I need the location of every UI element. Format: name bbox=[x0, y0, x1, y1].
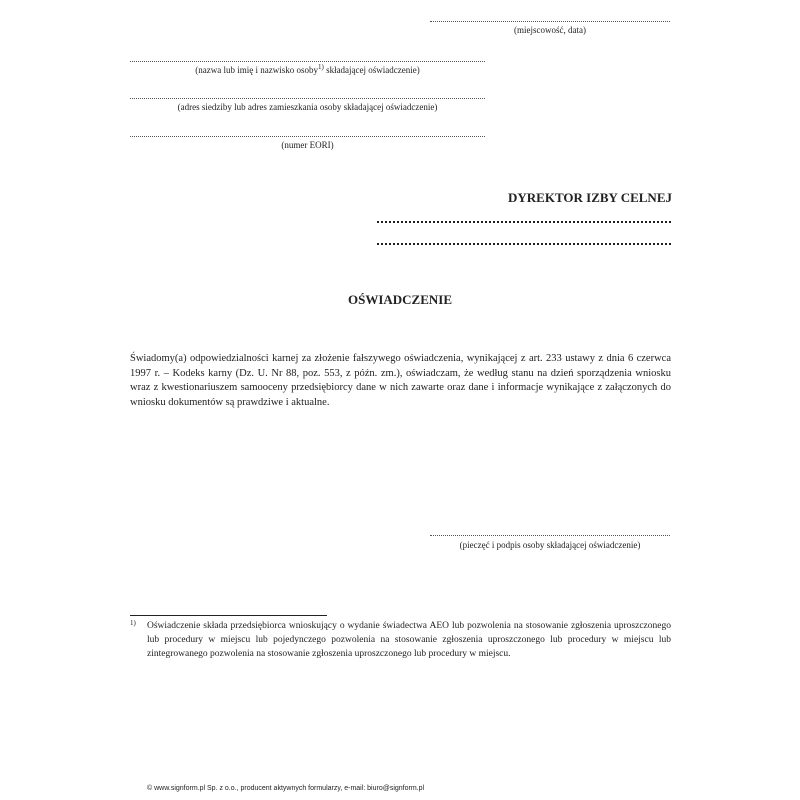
addressee-title: DYREKTOR IZBY CELNEJ bbox=[508, 190, 672, 205]
document-title: OŚWIADCZENIE bbox=[347, 292, 453, 307]
signature-line[interactable] bbox=[430, 535, 670, 536]
footnote-text: Oświadczenie składa przedsiębiorca wnioskujący o wydanie świadectwa AEO lub pozwolenia na stosowanie zgłoszenia uproszczonego lub procedury w miejscu lub pojedynczego pozwolenia na stosowanie zgłoszenia uproszczonego lub procedury w miejscu lub zintegrowanego pozwolenia na stosowanie zgłoszenia uproszczonego lub procedury w miejscu. bbox=[147, 621, 671, 659]
eori-caption: (numer EORI) bbox=[281, 140, 334, 150]
address-line[interactable] bbox=[130, 98, 485, 99]
statement-body: Świadomy(a) odpowiedzialności karnej za złożenie fałszywego oświadczenia, wynikającej z art. 233 ustawy z dnia 6 czerwca 1997 r. – Kodeks karny (Dz. U. Nr 88, poz. 553, z późn. zm.), oświadczam, że według stanu na dzień sporządzenia wniosku wraz z kwestionariuszem samooceny przedsiębiorcy dane w nich zawarte oraz dane i informacje wynikające z załączonych do wniosku dokumentów są prawdziwe i aktualne. bbox=[130, 353, 671, 408]
addressee-line-2[interactable] bbox=[377, 243, 671, 245]
eori-line[interactable] bbox=[130, 136, 485, 137]
place-date-caption: (miejscowość, data) bbox=[514, 25, 586, 35]
footnote-divider bbox=[130, 615, 327, 616]
address-caption: (adres siedziby lub adres zamieszkania osoby składającej oświadczenie) bbox=[177, 102, 438, 112]
place-date-line[interactable] bbox=[430, 21, 670, 22]
page-footer: © www.signform.pl Sp. z o.o., producent aktywnych formularzy, e-mail: biuro@signform.pl bbox=[147, 785, 425, 792]
footnote-mark: 1) bbox=[130, 619, 136, 627]
signature-caption: (pieczęć i podpis osoby składającej oświadczenie) bbox=[459, 540, 641, 550]
footnote-reference: 1) bbox=[317, 63, 324, 71]
name-line[interactable] bbox=[130, 61, 485, 62]
addressee-line-1[interactable] bbox=[377, 221, 671, 223]
name-caption-before: (nazwa lub imię i nazwisko osoby bbox=[195, 65, 318, 75]
name-caption-after: składającej oświadczenie) bbox=[323, 65, 420, 75]
name-caption bbox=[130, 65, 485, 75]
